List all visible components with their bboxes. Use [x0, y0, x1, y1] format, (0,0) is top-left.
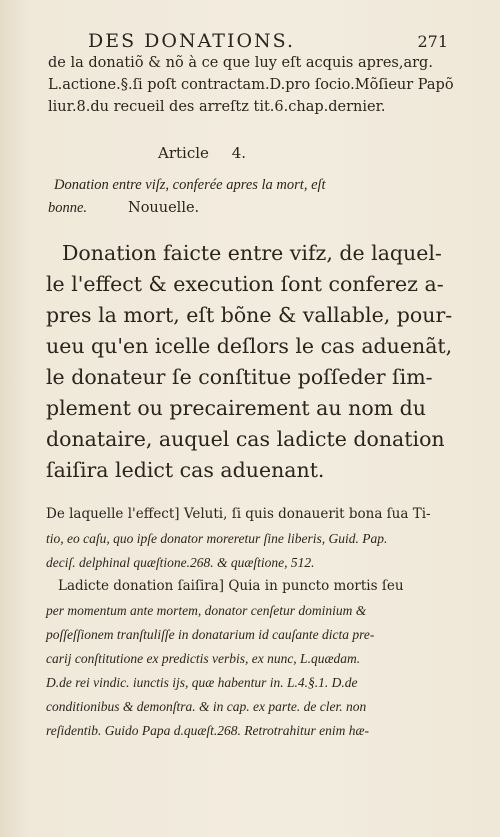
article-number: 4.	[231, 144, 246, 162]
summary-line: Donation entre viſz, conferée apres la mort, eſt	[54, 177, 326, 193]
body-line: pres la mort, eſt bõne & vallable, pour-	[46, 303, 453, 327]
summary-line: bonne.	[48, 200, 88, 216]
commentary-line: per momentum ante mortem, donator cenſetur dominium &	[46, 603, 367, 618]
body-line: plement ou precairement au nom du	[46, 396, 426, 420]
text-line: liur.8.du recueil des arreſtz tit.6.chap.dernier.	[48, 99, 386, 115]
commentary-line: carij conſtitutione ex predictis verbis, ex nunc, L.quædam.	[46, 651, 361, 666]
commentary-line: poſſeſſionem tranſtuliſſe in donatarium id cauſante dicta pre-	[46, 627, 375, 642]
commentary-line: conditionibus & demonſtra. & in cap. ex parte. de cler. non	[46, 699, 367, 714]
commentary-line: reſidentib. Guido Papa d.quæſt.268. Retrotrahitur enim hæ-	[46, 723, 369, 738]
body-line: le donateur ſe conſtitue poſſeder ſim-	[46, 365, 433, 389]
commentary-line: Ladicte donation ſaiſira] Quia in puncto mortis ſeu	[58, 578, 404, 594]
commentary-line: deciſ. delphinal quæſtione.268. & quæſtione, 512.	[46, 555, 315, 570]
body-line: ueu qu'en icelle deſlors le cas aduenãt,	[46, 334, 453, 358]
body-line: le l'effect & execution ſont conferez a-	[46, 272, 444, 296]
body-line: Donation faicte entre vifz, de laquel-	[62, 241, 442, 265]
body-line: donataire, auquel cas ladicte donation	[46, 427, 445, 451]
commentary-line: D.de rei vindic. iunctis ijs, quæ habentur in. L.4.§.1. D.de	[46, 675, 358, 690]
summary-note: Nouuelle.	[128, 200, 200, 216]
body-line: ſaiſira ledict cas aduenant.	[46, 458, 325, 482]
commentary-line: De laquelle l'effect] Veluti, ſi quis donauerit bona ſua Ti-	[46, 506, 431, 522]
commentary-line: tio, eo caſu, quo ipſe donator moreretur ſine liberis, Guid. Pap.	[46, 531, 388, 546]
article-heading	[158, 144, 246, 162]
text-line: de la donatiõ & nõ à ce que luy eſt acquis apres,arg.	[48, 55, 433, 71]
text-line: L.actione.§.ſi poſt contractam.D.pro ſocio.Mõſieur Papõ	[48, 77, 454, 93]
article-label: Article	[158, 144, 209, 162]
page-number: 271	[417, 32, 448, 51]
running-title: DES DONATIONS.	[88, 30, 296, 52]
running-header	[88, 30, 448, 52]
